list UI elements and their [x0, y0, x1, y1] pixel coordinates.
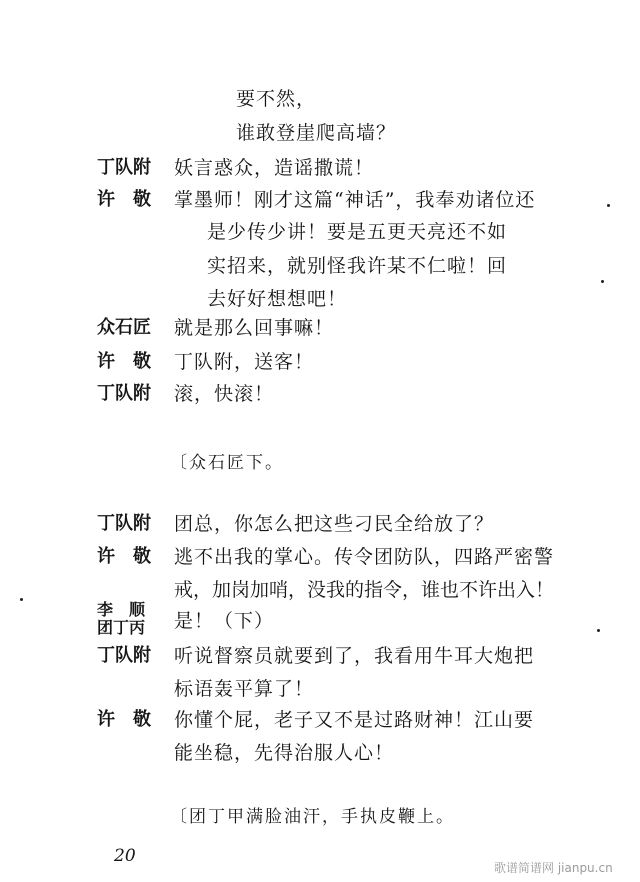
dialogue-line: 你懂个屁，老子又不是过路财神！江山要: [174, 709, 535, 731]
dialogue-line: 是！（下）: [174, 610, 275, 632]
scan-speck: [20, 598, 23, 601]
watermark: 歌谱简谱网 jianpu.cn: [494, 861, 613, 875]
speaker-name: 丁队附: [97, 383, 151, 404]
dialogue-line: 团总，你怎么把这些刁民全给放了？: [174, 513, 495, 535]
speaker-name: 许 敬: [97, 709, 151, 730]
speaker-name: 许 敬: [97, 546, 151, 567]
dialogue-line: 能坐稳，先得治服人心！: [174, 742, 395, 764]
dialogue-line: 就是那么回事嘛！: [174, 317, 335, 339]
song-line: 谁敢登崖爬高墙？: [236, 122, 397, 144]
scan-speck: [597, 629, 600, 632]
speaker-name: 众石匠: [97, 317, 151, 338]
dialogue-line: 标语轰平算了！: [174, 678, 315, 700]
speaker-name: 丁队附: [97, 157, 151, 178]
speaker-name: 丁队附: [97, 513, 151, 534]
page-number: 20: [114, 846, 136, 866]
scan-speck: [607, 204, 610, 207]
dialogue-line: 妖言惑众，造谣撒谎！: [174, 157, 375, 179]
speaker-name: 李 顺: [97, 600, 146, 619]
scan-speck: [601, 280, 604, 283]
stage-direction: 〔团丁甲满脸油汗，手执皮鞭上。: [170, 807, 455, 827]
stage-direction: 〔众石匠下。: [170, 453, 284, 473]
dialogue-line: 滚，快滚！: [174, 383, 275, 405]
speaker-name: 许 敬: [97, 189, 151, 210]
dialogue-line: 逃不出我的掌心。传令团防队，四路严密警: [174, 546, 555, 568]
speaker-name: 许 敬: [97, 351, 151, 372]
dialogue-line: 掌墨师！刚才这篇“神话”，我奉劝诸位还: [174, 189, 536, 211]
speaker-name: 丁队附: [97, 645, 151, 666]
song-line: 要不然，: [236, 88, 317, 110]
dialogue-line: 实招来，就别怪我许某不仁啦！回: [207, 255, 508, 277]
dialogue-line: 去好好想想吧！: [207, 288, 348, 310]
dialogue-line: 戒，加岗加哨，没我的指令，谁也不许出入！: [174, 579, 555, 601]
dialogue-line: 是少传少讲！要是五更天亮还不如: [207, 221, 508, 243]
speaker-name: 团丁丙: [97, 618, 146, 637]
dialogue-line: 丁队附，送客！: [174, 351, 315, 373]
dialogue-line: 听说督察员就要到了，我看用牛耳大炮把: [174, 645, 535, 667]
